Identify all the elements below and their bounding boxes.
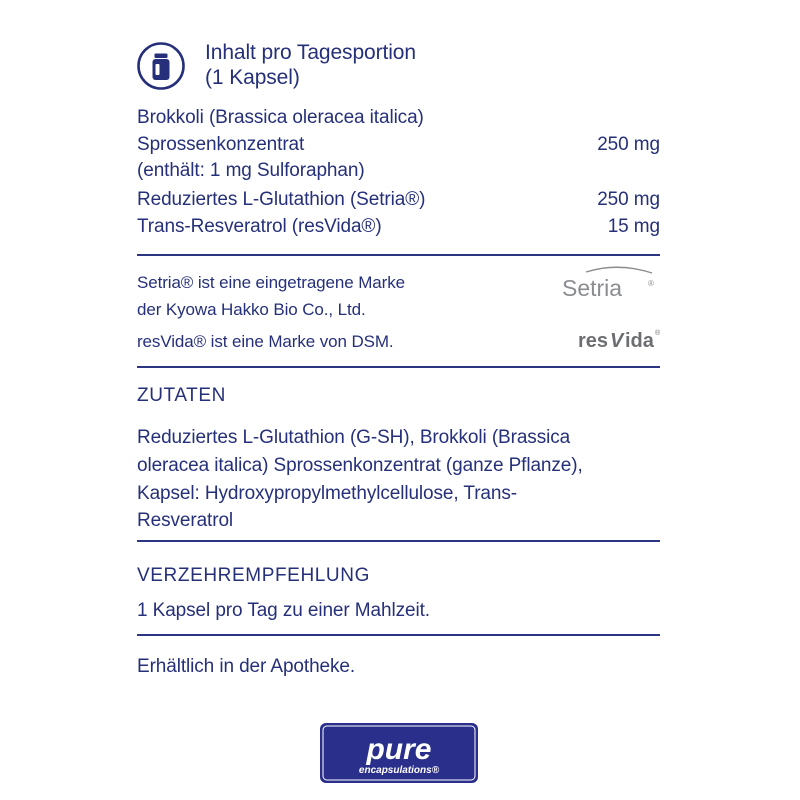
zutaten-heading: ZUTATEN xyxy=(137,385,226,406)
pure-encapsulations-logo xyxy=(320,723,478,783)
setria-logo xyxy=(560,262,660,302)
divider xyxy=(137,540,660,542)
trademark-line: resVida® ist eine Marke von DSM. xyxy=(137,332,394,351)
ingredient-name: Trans-Resveratrol (resVida®) xyxy=(137,216,382,237)
svg-text:®: ® xyxy=(648,279,654,288)
ingredient-name: Brokkoli (Brassica oleracea italica) xyxy=(137,107,424,128)
zutaten-text-line: oleracea italica) Sprossenkonzentrat (ganze Pflanze), xyxy=(137,455,583,476)
ingredient-name: Reduziertes L-Glutathion (Setria®) xyxy=(137,189,426,210)
ingredient-amount: 15 mg xyxy=(607,216,660,237)
verzehr-heading: VERZEHREMPFEHLUNG xyxy=(137,565,370,586)
svg-text:res: res xyxy=(578,330,609,352)
trademark-line: Setria® ist eine eingetragene Marke xyxy=(137,273,405,292)
capsule-bottle-icon xyxy=(137,42,185,90)
serving-title-line2: (1 Kapsel) xyxy=(205,66,300,89)
serving-title-line1: Inhalt pro Tagesportion xyxy=(205,41,416,64)
ingredient-name: Sprossenkonzentrat xyxy=(137,134,305,155)
svg-text:ida: ida xyxy=(625,330,654,352)
divider xyxy=(137,366,660,368)
zutaten-text-line: Kapsel: Hydroxypropylmethylcellulose, Trans- xyxy=(137,483,517,504)
svg-text:V: V xyxy=(610,330,624,352)
availability-text: Erhältlich in der Apotheke. xyxy=(137,656,356,677)
resvida-logo xyxy=(578,325,662,353)
svg-text:encapsulations®: encapsulations® xyxy=(358,765,440,776)
ingredient-amount: 250 mg xyxy=(597,134,660,155)
ingredient-amount: 250 mg xyxy=(597,189,660,210)
verzehr-text: 1 Kapsel pro Tag zu einer Mahlzeit. xyxy=(137,600,430,621)
divider xyxy=(137,634,660,636)
svg-text:®: ® xyxy=(655,330,661,337)
zutaten-text-line: Resveratrol xyxy=(137,510,234,531)
svg-text:pure: pure xyxy=(366,733,432,766)
ingredient-name: (enthält: 1 mg Sulforaphan) xyxy=(137,160,365,181)
zutaten-text-line: Reduziertes L-Glutathion (G-SH), Brokkoli (Brassica xyxy=(137,427,571,448)
trademark-line: der Kyowa Hakko Bio Co., Ltd. xyxy=(137,300,366,319)
svg-text:Setria: Setria xyxy=(562,275,623,301)
divider xyxy=(137,254,660,256)
